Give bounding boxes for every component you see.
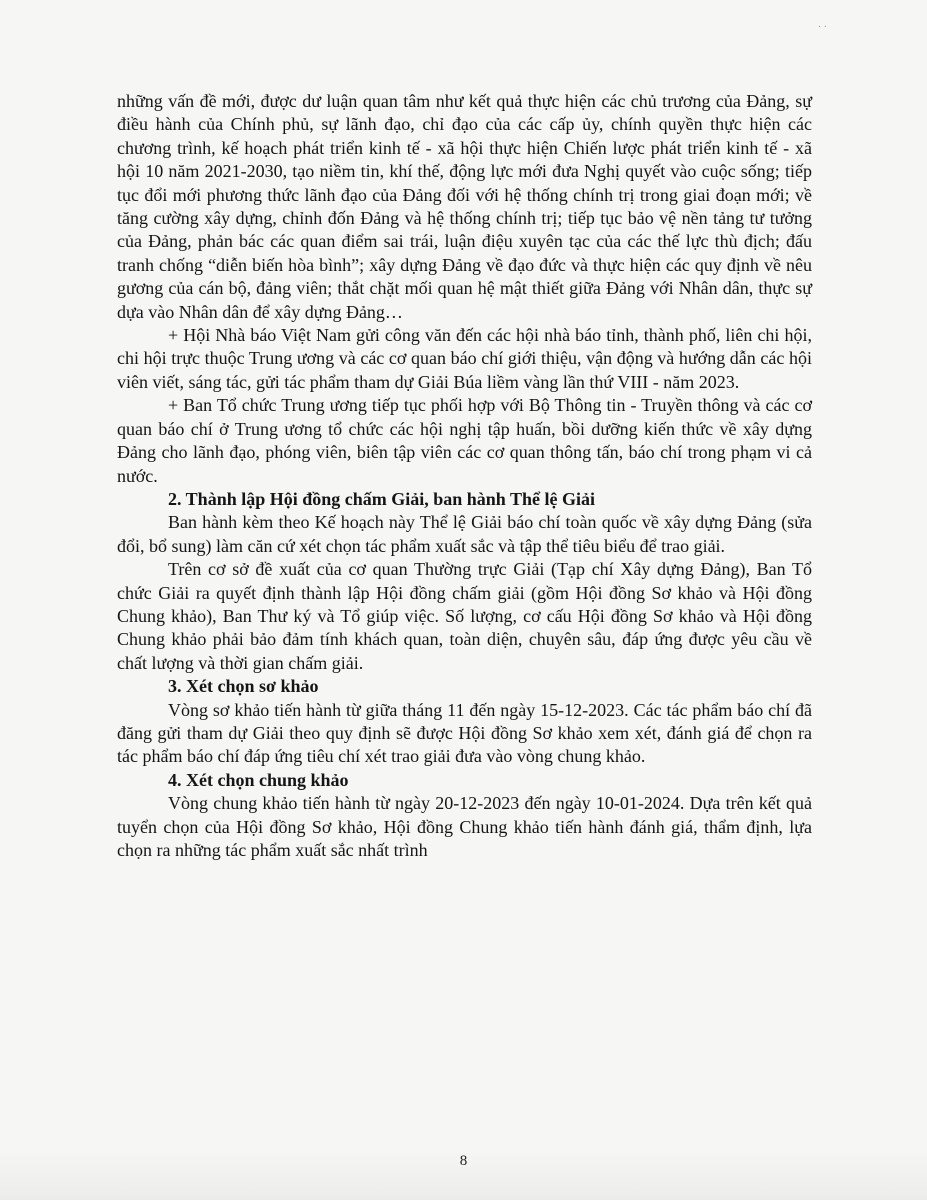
paragraph-preliminary-round: Vòng sơ khảo tiến hành từ giữa tháng 11 đến ngày 15-12-2023. Các tác phẩm báo chí đã đăng gửi tham dự Giải theo quy định sẽ được Hội đồng Sơ khảo xem xét, đánh giá để chọn ra tác phẩm báo chí đáp ứng tiêu chí xét trao giải đưa vào vòng chung khảo. xyxy=(117,699,812,767)
paragraph-organization-board: + Ban Tổ chức Trung ương tiếp tục phối hợp với Bộ Thông tin - Truyền thông và các cơ quan báo chí ở Trung ương tổ chức các hội nghị tập huấn, bồi dưỡng kiến thức về xây dựng Đảng cho lãnh đạo, phóng viên, biên tập viên các cơ quan thông tấn, báo chí trong phạm vi cả nước. xyxy=(117,395,812,486)
paragraph-continuation: những vấn đề mới, được dư luận quan tâm như kết quả thực hiện các chủ trương của Đảng, sự điều hành của Chính phủ, sự lãnh đạo, chỉ đạo của các cấp ủy, chính quyền thực hiện các chương trình, kế hoạch phát triển kinh tế - xã hội thực hiện Chiến lược phát triển kinh tế - xã hội 10 năm 2021-2030, tạo niềm tin, khí thế, động lực mới đưa Nghị quyết vào cuộc sống; tiếp tục đổi mới phương thức lãnh đạo của Đảng đối với hệ thống chính trị trong giai đoạn mới; về tăng cường xây dựng, chỉnh đốn Đảng và hệ thống chính trị; tiếp tục bảo vệ nền tảng tư tưởng của Đảng, phản bác các quan điểm sai trái, luận điệu xuyên tạc của các thế lực thù địch; đấu tranh chống “diễn biến hòa bình”; xây dựng Đảng về đạo đức và thực hiện các quy định về nêu gương của cán bộ, đảng viên; thắt chặt mối quan hệ mật thiết giữa Đảng với Nhân dân, thực sự dựa vào Nhân dân để xây dựng Đảng… xyxy=(117,91,812,322)
page-body xyxy=(117,90,812,862)
paragraph-rules-issuance: Ban hành kèm theo Kế hoạch này Thể lệ Giải báo chí toàn quốc về xây dựng Đảng (sửa đổi, bổ sung) làm căn cứ xét chọn tác phẩm xuất sắc và tập thể tiêu biểu để trao giải. xyxy=(117,512,812,556)
section-heading-3: 3. Xét chọn sơ khảo xyxy=(168,676,319,697)
paragraph-council-establishment: Trên cơ sở đề xuất của cơ quan Thường trực Giải (Tạp chí Xây dựng Đảng), Ban Tổ chức Giải ra quyết định thành lập Hội đồng chấm giải (gồm Hội đồng Sơ khảo và Hội đồng Chung khảo), Ban Thư ký và Tổ giúp việc. Số lượng, cơ cấu Hội đồng Sơ khảo và Hội đồng Chung khảo phải bảo đảm tính khách quan, toàn diện, chuyên sâu, đáp ứng được yêu cầu về chất lượng và thời gian chấm giải. xyxy=(117,559,812,673)
paragraph-final-round: Vòng chung khảo tiến hành từ ngày 20-12-2023 đến ngày 10-01-2024. Dựa trên kết quả tuyển chọn của Hội đồng Sơ khảo, Hội đồng Chung khảo tiến hành đánh giá, thẩm định, lựa chọn ra những tác phẩm xuất sắc nhất trình xyxy=(117,793,812,860)
paragraph-journalists-association: + Hội Nhà báo Việt Nam gửi công văn đến các hội nhà báo tỉnh, thành phố, liên chi hội, chi hội trực thuộc Trung ương và các cơ quan báo chí giới thiệu, vận động và hướng dẫn các hội viên viết, sáng tác, gửi tác phẩm tham dự Giải Búa liềm vàng lần thứ VIII - năm 2023. xyxy=(117,325,812,392)
section-heading-4: 4. Xét chọn chung khảo xyxy=(168,769,349,790)
section-heading-2: 2. Thành lập Hội đồng chấm Giải, ban hành Thể lệ Giải xyxy=(168,488,595,509)
scan-speck: · · xyxy=(817,22,827,33)
page-number: 8 xyxy=(459,1153,468,1169)
